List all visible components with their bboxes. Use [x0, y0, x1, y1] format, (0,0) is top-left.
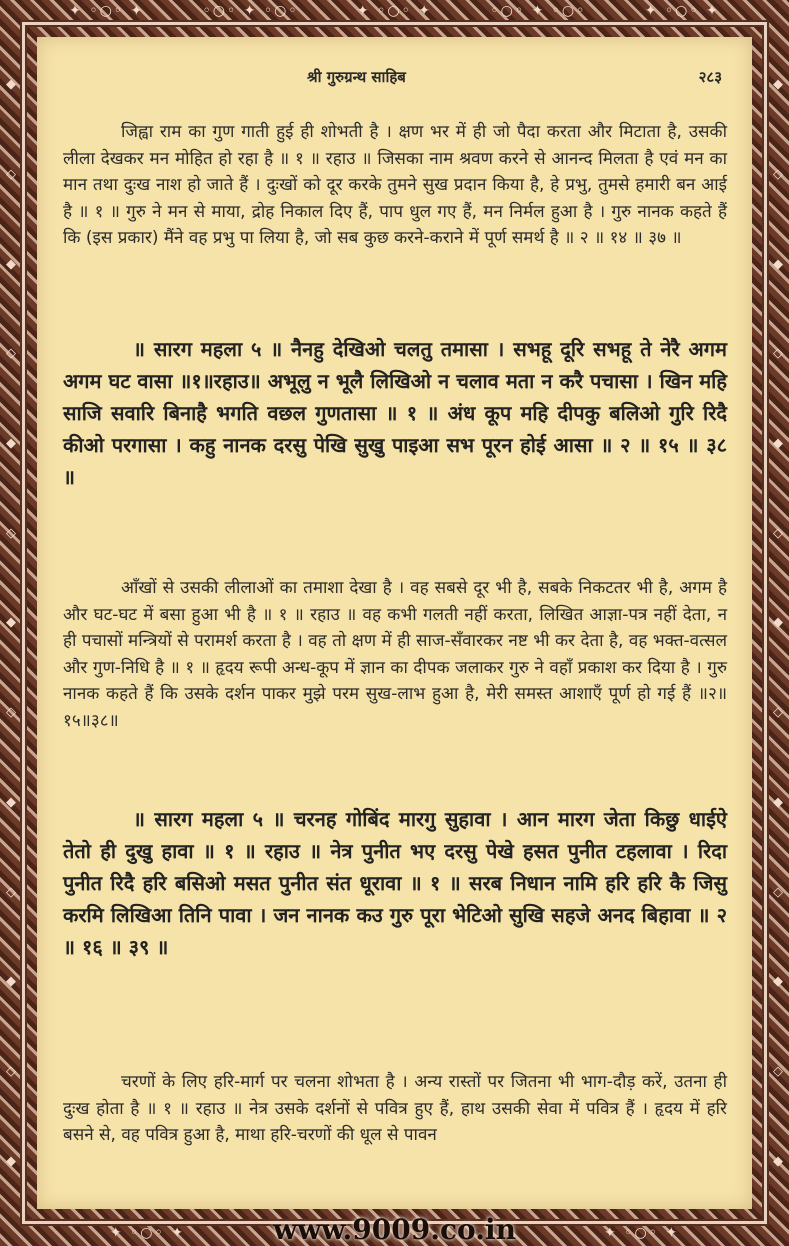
right-ornament-column: ◆ ◇ ◆ ◇ ◆ ◇ ◆ ◇ ◆ ◇ ◆ ◇ ◆	[773, 77, 783, 1169]
translation-text: जिह्वा राम का गुण गाती हुई ही शोभती है । क्षण भर में ही जो पैदा करता और मिटाता है, उसकी लीला देखकर मन मोहित हो रहा है ॥ १ ॥ रहाउ ॥ जिसका नाम श्रवण करने से आनन्द मिलता है एवं मन का मान तथा दुःख नाश हो जाते हैं । दुःखों को दूर करके तुमने सुख प्रदान किया है, हे प्रभु, तुमसे हमारी बन आई है ॥ १ ॥ गुरु ने मन से माया, द्रोह निकाल दिए हैं, पाप धुल गए हैं, मन निर्मल हुआ है । गुरु नानक कहते हैं कि (इस प्रकार) मैंने वह प्रभु पा लिया है, जो सब कुछ करने-कराने में पूर्ण समर्थ है ॥ २ ॥ १४ ॥ ३७ ॥	[63, 122, 727, 249]
left-ornament-column: ◆ ◇ ◆ ◇ ◆ ◇ ◆ ◇ ◆ ◇ ◆ ◇ ◆	[6, 77, 16, 1169]
gurbani-passage-1	[63, 333, 727, 493]
bottom-ornament-row: ✦ ◦○◦ ✦ ✦ ◦○◦ ✦	[109, 1225, 680, 1241]
gurbani-passage-2	[63, 803, 727, 963]
website-url[interactable]: www.9009.co.in	[273, 1213, 516, 1246]
gurbani-text: ॥ सारग महला ५ ॥ चरनह गोबिंद मारगु सुहावा । आन मारग जेता किछु धाईऐ तेतो ही दुखु हावा ॥ १ ॥ रहाउ ॥ नेत्र पुनीत भए दरसु पेखे हसत पुनीत टहलावा । रिदा पुनीत रिदै हरि बसिओ मसत पुनीत संत धूरावा ॥ १ ॥ सरब निधान नामि हरि हरि कै जिसु करमि लिखिआ तिनि पावा । जन नानक कउ गुरु पूरा भेटिओ सुखि सहजे अनद बिहावा ॥ २ ॥ १६ ॥ ३९ ॥	[63, 807, 727, 959]
page-number: २८३	[698, 68, 722, 86]
page-header	[37, 67, 752, 91]
translation-passage-2	[63, 575, 727, 735]
translation-text: आँखों से उसकी लीलाओं का तमाशा देखा है । वह सबसे दूर भी है, सबके निकटतर भी है, अगम है और घट-घट में बसा हुआ भी है ॥ १ ॥ रहाउ ॥ वह कभी गलती नहीं करता, लिखित आज्ञा-पत्र नहीं देता, न ही पचासों मन्त्रियों से परामर्श करता है । वह तो क्षण में ही साज-सँवारकर नष्ट भी कर देता है, वह भक्त-वत्सल और गुण-निधि है ॥ १ ॥ हृदय रूपी अन्ध-कूप में ज्ञान का दीपक जलाकर गुरु ने वहाँ प्रकाश कर दिया है । गुरु नानक कहते हैं कि उसके दर्शन पाकर मुझे परम सुख-लाभ हुआ है, मेरी समस्त आशाएँ पूर्ण हो गई हैं ॥२॥१५॥३८॥	[63, 578, 727, 731]
translation-text: चरणों के लिए हरि-मार्ग पर चलना शोभता है । अन्य रास्तों पर जितना भी भाग-दौड़ करें, उतना ही दुःख होता है ॥ १ ॥ रहाउ ॥ नेत्र उसके दर्शनों से पवित्र हुए हैं, हाथ उसकी सेवा में पवित्र हैं । हृदय में हरि बसने से, वह पवित्र हुआ है, माथा हरि-चरणों की धूल से पावन	[63, 1072, 727, 1146]
page-title: श्री गुरुग्रन्थ साहिब	[307, 68, 406, 86]
page-paper	[37, 37, 752, 1209]
gurbani-text: ॥ सारग महला ५ ॥ नैनहु देखिओ चलतु तमासा । सभहू दूरि सभहू ते नेरै अगम अगम घट वासा ॥१॥रहाउ॥ अभूलु न भूलै लिखिओ न चलाव मता न करै पचासा । खिन महि साजि सवारि बिनाहै भगति वछल गुणतासा ॥ १ ॥ अंध कूप महि दीपकु बलिओ गुरि रिदै कीओ परगासा । कहु नानक दरसु पेखि सुखु पाइआ सभ पूरन होई आसा ॥ २ ॥ १५ ॥ ३८ ॥	[63, 337, 727, 489]
translation-passage-1	[63, 119, 727, 252]
top-ornament-row: ✦ ◦○◦ ✦ ◦○◦ ✦ ◦○◦ ✦ ◦○◦ ✦ ◦○◦ ✦ ◦○◦ ✦ ◦○◦ ✦	[69, 3, 720, 19]
translation-passage-3	[63, 1069, 727, 1149]
